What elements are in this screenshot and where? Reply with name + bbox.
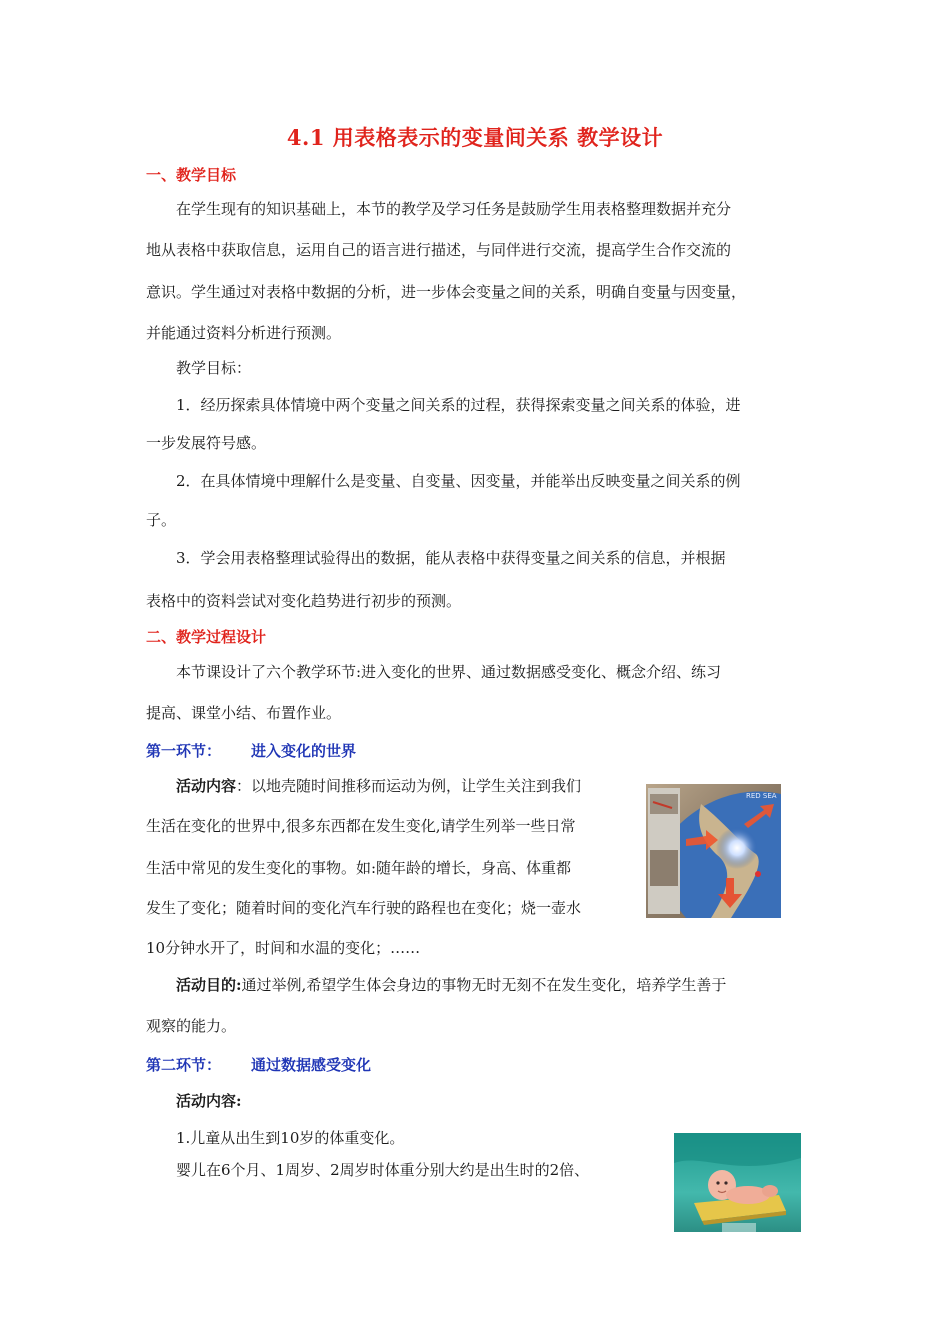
goal-3-line: 表格中的资料尝试对变化趋势进行初步的预测。 xyxy=(146,592,462,610)
step-2-label: 第二环节： xyxy=(146,1056,222,1074)
step-2-item-1: 1.儿童从出生到10岁的体重变化。 xyxy=(176,1129,405,1147)
step-2-content-label: 活动内容: xyxy=(176,1092,242,1110)
step-1-content-line: 10分钟水开了，时间和水温的变化；…… xyxy=(146,939,421,957)
step-1-name: 进入变化的世界 xyxy=(251,742,357,760)
step-1-heading xyxy=(146,740,356,761)
step-2-name: 通过数据感受变化 xyxy=(251,1056,372,1074)
step-1-label: 第一环节： xyxy=(146,742,222,760)
red-sea-label: RED SEA xyxy=(746,792,777,800)
goals-label: 教学目标： xyxy=(176,359,252,377)
goal-3-line: 3．学会用表格整理试验得出的数据，能从表格中获得变量之间关系的信息，并根据 xyxy=(176,549,726,567)
section-heading-goals: 一、教学目标 xyxy=(146,166,237,184)
paragraph-line: 在学生现有的知识基础上，本节的教学及学习任务是鼓励学生用表格整理数据并充分 xyxy=(176,200,732,218)
baby-image xyxy=(674,1133,801,1232)
section-heading-process: 二、教学过程设计 xyxy=(146,628,267,646)
paragraph-line: 地从表格中获取信息，运用自己的语言进行描述，与同伴进行交流，提高学生合作交流的 xyxy=(146,241,732,259)
paragraph-line: 并能通过资料分析进行预测。 xyxy=(146,324,342,342)
content-label: 活动内容 xyxy=(176,777,237,795)
step-1-content-line: 生活在变化的世界中,很多东西都在发生变化,请学生列举一些日常 xyxy=(146,817,576,835)
step-1-purpose-line: 观察的能力。 xyxy=(146,1017,237,1035)
paragraph-line: 意识。学生通过对表格中数据的分析，进一步体会变量之间的关系，明确自变量与因变量， xyxy=(146,283,747,301)
goal-2-line: 2．在具体情境中理解什么是变量、自变量、因变量，并能举出反映变量之间关系的例 xyxy=(176,472,741,490)
goal-1-line: 1．经历探索具体情境中两个变量之间关系的过程，获得探索变量之间关系的体验，进 xyxy=(176,396,741,414)
step-2-item-1-text: 婴儿在6个月、1周岁、2周岁时体重分别大约是出生时的2倍、 xyxy=(176,1161,590,1179)
intro-line: 提高、课堂小结、布置作业。 xyxy=(146,704,342,722)
goal-1-line: 一步发展符号感。 xyxy=(146,434,267,452)
step-1-purpose-line: 活动目的:通过举例,希望学生体会身边的事物无时无刻不在发生变化，培养学生善于 xyxy=(176,976,727,994)
step-2-heading xyxy=(146,1054,371,1075)
document-title: 4.1 用表格表示的变量间关系 教学设计 xyxy=(286,125,664,150)
intro-line: 本节课设计了六个教学环节:进入变化的世界、通过数据感受变化、概念介绍、练习 xyxy=(176,663,722,681)
purpose-label: 活动目的: xyxy=(176,976,242,994)
step-1-content-line: 活动内容：以地壳随时间推移而运动为例，让学生关注到我们 xyxy=(176,777,582,795)
earth-crust-image xyxy=(646,784,781,918)
step-1-content-line: 发生了变化；随着时间的变化汽车行驶的路程也在变化；烧一壶水 xyxy=(146,899,582,917)
goal-2-line: 子。 xyxy=(146,511,177,529)
step-1-content-line: 生活中常见的发生变化的事物。如:随年龄的增长，身高、体重都 xyxy=(146,859,572,877)
